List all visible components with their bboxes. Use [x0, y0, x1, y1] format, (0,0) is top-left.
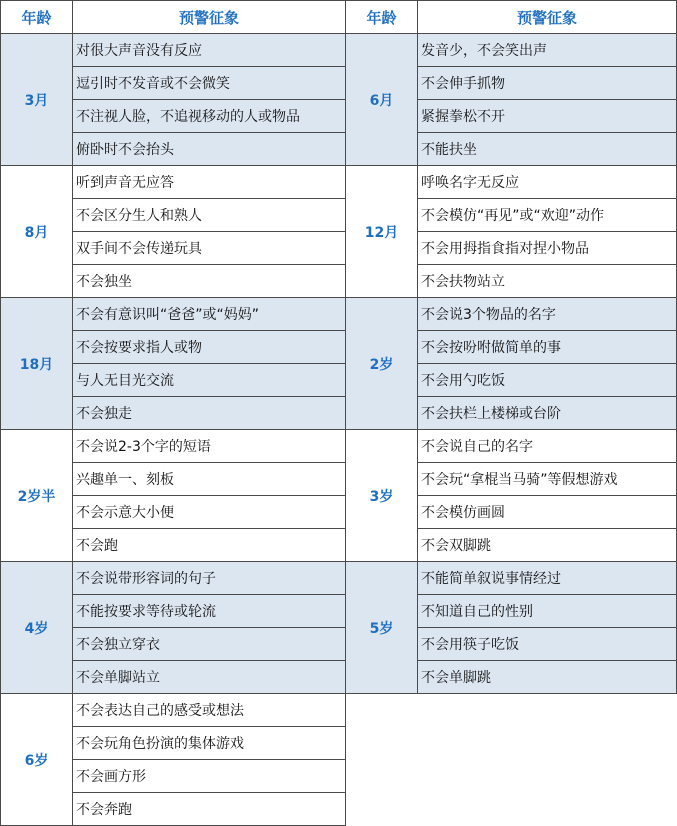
sign-cell: 不会有意识叫“爸爸”或“妈妈”: [73, 298, 346, 331]
table-row: [1, 562, 677, 595]
sign-cell: 俯卧时不会抬头: [73, 133, 346, 166]
header-signs-right: 预警征象: [418, 1, 677, 34]
sign-cell: 不会按吩咐做简单的事: [418, 331, 677, 364]
sign-cell: 对很大声音没有反应: [73, 34, 346, 67]
sign-cell: 不会单脚跳: [418, 661, 677, 694]
sign-cell: 兴趣单一、刻板: [73, 463, 346, 496]
sign-cell: 不会独走: [73, 397, 346, 430]
sign-cell: 不会扶栏上楼梯或台阶: [418, 397, 677, 430]
sign-cell: 不会独坐: [73, 265, 346, 298]
age-cell: 4岁: [1, 562, 73, 694]
table-row: [1, 199, 677, 232]
sign-cell: 不能简单叙说事情经过: [418, 562, 677, 595]
sign-cell: 听到声音无应答: [73, 166, 346, 199]
sign-cell: 不会表达自己的感受或想法: [73, 694, 346, 727]
sign-cell: 不会单脚站立: [73, 661, 346, 694]
age-cell: 3月: [1, 34, 73, 166]
sign-cell: 不会扶物站立: [418, 265, 677, 298]
table-row: [1, 166, 677, 199]
empty-cell: [346, 694, 677, 826]
age-cell: 18月: [1, 298, 73, 430]
sign-cell: 不会玩角色扮演的集体游戏: [73, 727, 346, 760]
sign-cell: 不会说2-3个字的短语: [73, 430, 346, 463]
table-row: [1, 298, 677, 331]
header-age-left: 年龄: [1, 1, 73, 34]
table-row: [1, 496, 677, 529]
age-cell: 6月: [346, 34, 418, 166]
age-cell: 6岁: [1, 694, 73, 826]
table-row: [1, 529, 677, 562]
sign-cell: 不会用筷子吃饭: [418, 628, 677, 661]
sign-cell: 不会模仿画圆: [418, 496, 677, 529]
sign-cell: 不会画方形: [73, 760, 346, 793]
sign-cell: 不会玩“拿棍当马骑”等假想游戏: [418, 463, 677, 496]
header-signs-left: 预警征象: [73, 1, 346, 34]
sign-cell: 不会伸手抓物: [418, 67, 677, 100]
table-row: [1, 232, 677, 265]
sign-cell: 不会用勺吃饭: [418, 364, 677, 397]
table-row: [1, 331, 677, 364]
table-row: [1, 100, 677, 133]
table-row: [1, 463, 677, 496]
age-cell: 3岁: [346, 430, 418, 562]
table-row: [1, 430, 677, 463]
header-age-right: 年龄: [346, 1, 418, 34]
sign-cell: 不会用拇指食指对捏小物品: [418, 232, 677, 265]
sign-cell: 不会说带形容词的句子: [73, 562, 346, 595]
age-cell: 12月: [346, 166, 418, 298]
table-row: [1, 661, 677, 694]
table-row: [1, 595, 677, 628]
sign-cell: 不会说自己的名字: [418, 430, 677, 463]
table-row: [1, 694, 677, 727]
sign-cell: 逗引时不发音或不会微笑: [73, 67, 346, 100]
table-row: [1, 34, 677, 67]
sign-cell: 不知道自己的性别: [418, 595, 677, 628]
sign-cell: 不会双脚跳: [418, 529, 677, 562]
age-cell: 2岁: [346, 298, 418, 430]
sign-cell: 不能按要求等待或轮流: [73, 595, 346, 628]
sign-cell: 不会独立穿衣: [73, 628, 346, 661]
table-row: [1, 133, 677, 166]
header-row: [1, 1, 677, 34]
age-cell: 8月: [1, 166, 73, 298]
sign-cell: 呼唤名字无反应: [418, 166, 677, 199]
table-row: [1, 364, 677, 397]
sign-cell: 不注视人脸，不追视移动的人或物品: [73, 100, 346, 133]
table-row: [1, 628, 677, 661]
sign-cell: 不会奔跑: [73, 793, 346, 826]
sign-cell: 与人无目光交流: [73, 364, 346, 397]
sign-cell: 不会说3个物品的名字: [418, 298, 677, 331]
table-row: [1, 265, 677, 298]
sign-cell: 不会模仿“再见”或“欢迎”动作: [418, 199, 677, 232]
sign-cell: 不能扶坐: [418, 133, 677, 166]
sign-cell: 不会按要求指人或物: [73, 331, 346, 364]
sign-cell: 紧握拳松不开: [418, 100, 677, 133]
table-row: [1, 67, 677, 100]
age-cell: 5岁: [346, 562, 418, 694]
sign-cell: 不会示意大小便: [73, 496, 346, 529]
sign-cell: 不会跑: [73, 529, 346, 562]
sign-cell: 双手间不会传递玩具: [73, 232, 346, 265]
age-cell: 2岁半: [1, 430, 73, 562]
table-row: [1, 397, 677, 430]
sign-cell: 不会区分生人和熟人: [73, 199, 346, 232]
sign-cell: 发音少，不会笑出声: [418, 34, 677, 67]
